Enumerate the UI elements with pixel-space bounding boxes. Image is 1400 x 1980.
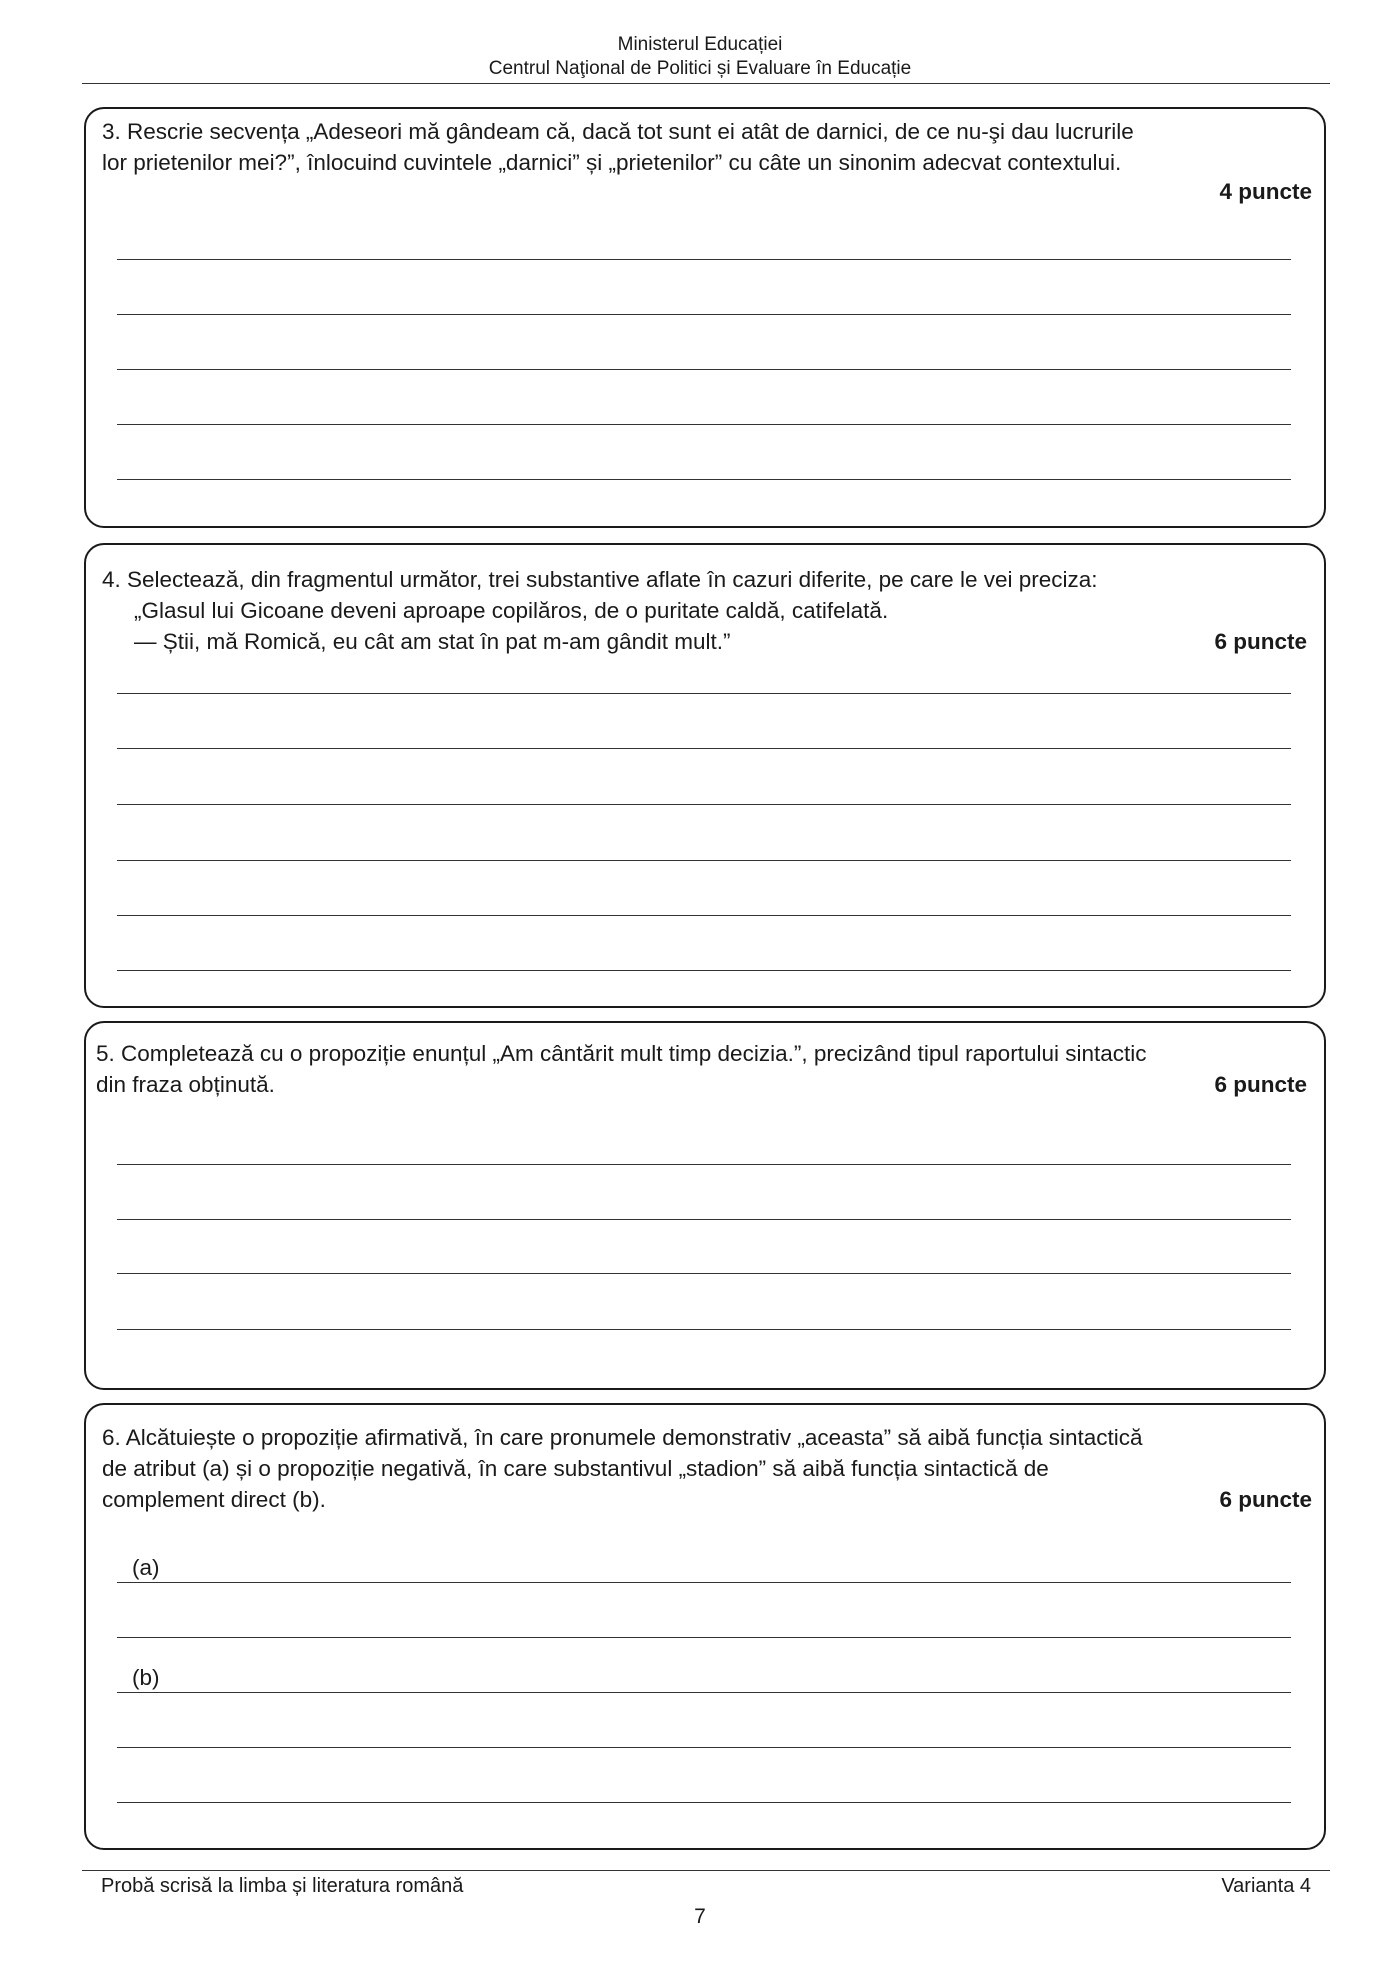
question-3-line-1: 3. Rescrie secvența „Adeseori mă gândeam că, dacă tot sunt ei atât de darnici, de ce nu-şi dau lucrurile <box>102 119 1134 144</box>
question-4-text <box>102 564 1314 657</box>
answer-line[interactable] <box>117 259 1291 260</box>
answer-line[interactable] <box>117 479 1291 480</box>
header-center: Centrul Naţional de Politici și Evaluare în Educație <box>488 58 912 79</box>
answer-line[interactable] <box>117 1273 1291 1274</box>
question-6-line-1: 6. Alcătuiește o propoziție afirmativă, în care pronumele demonstrativ „aceasta” să aibă funcția sintactică <box>102 1425 1143 1450</box>
question-6-line-2: de atribut (a) și o propoziție negativă, în care substantivul „stadion” să aibă funcția sintactică de <box>102 1456 1049 1481</box>
footer-variant: Varianta 4 <box>1221 1875 1311 1897</box>
header-ministry: Ministerul Educației <box>617 34 783 55</box>
answer-line[interactable] <box>117 915 1291 916</box>
page-number: 7 <box>694 1905 706 1928</box>
answer-line[interactable] <box>117 860 1291 861</box>
answer-label-b: (b) <box>132 1665 160 1690</box>
footer-exam-title: Probă scrisă la limba și literatura română <box>101 1875 464 1897</box>
footer-divider <box>82 1870 1330 1871</box>
answer-line-a[interactable] <box>117 1582 1291 1583</box>
answer-line[interactable] <box>117 1637 1291 1638</box>
answer-line[interactable] <box>117 1219 1291 1220</box>
answer-line[interactable] <box>117 369 1291 370</box>
header-divider <box>82 83 1330 84</box>
question-4-quote-line-2: — Știi, mă Romică, eu cât am stat în pat m-am gândit mult.” <box>134 629 731 654</box>
question-3-line-2: lor prietenilor mei?”, înlocuind cuvintele „darnici” și „prietenilor” cu câte un sinonim adecvat contextului. <box>102 150 1122 175</box>
question-4-points: 6 puncte <box>1214 629 1307 654</box>
question-5-line-1: 5. Completează cu o propoziție enunțul „Am cântărit mult timp decizia.”, precizând tipul raportului sintactic <box>96 1041 1147 1066</box>
answer-line[interactable] <box>117 424 1291 425</box>
question-6-text <box>102 1422 1312 1515</box>
answer-line[interactable] <box>117 804 1291 805</box>
question-6-line-3: complement direct (b). <box>102 1487 326 1512</box>
page-header <box>0 33 1400 81</box>
answer-line[interactable] <box>117 1164 1291 1165</box>
question-3-points: 4 puncte <box>1219 179 1312 204</box>
question-5-points: 6 puncte <box>1214 1072 1307 1097</box>
answer-line[interactable] <box>117 314 1291 315</box>
answer-line[interactable] <box>117 1802 1291 1803</box>
question-3-text <box>102 116 1314 178</box>
question-4-quote-line-1: „Glasul lui Gicoane deveni aproape copilăros, de o puritate caldă, catifelată. <box>134 598 889 623</box>
question-4-line-1: 4. Selectează, din fragmentul următor, trei substantive aflate în cazuri diferite, pe care le vei preciza: <box>102 567 1098 592</box>
answer-line[interactable] <box>117 748 1291 749</box>
answer-line-b[interactable] <box>117 1692 1291 1693</box>
answer-line[interactable] <box>117 693 1291 694</box>
answer-line[interactable] <box>117 1747 1291 1748</box>
answer-line[interactable] <box>117 970 1291 971</box>
answer-line[interactable] <box>117 1329 1291 1330</box>
question-6-points: 6 puncte <box>1219 1487 1312 1512</box>
question-5-line-2: din fraza obținută. <box>96 1072 275 1097</box>
question-5-text <box>96 1038 1312 1100</box>
answer-label-a: (a) <box>132 1555 160 1580</box>
